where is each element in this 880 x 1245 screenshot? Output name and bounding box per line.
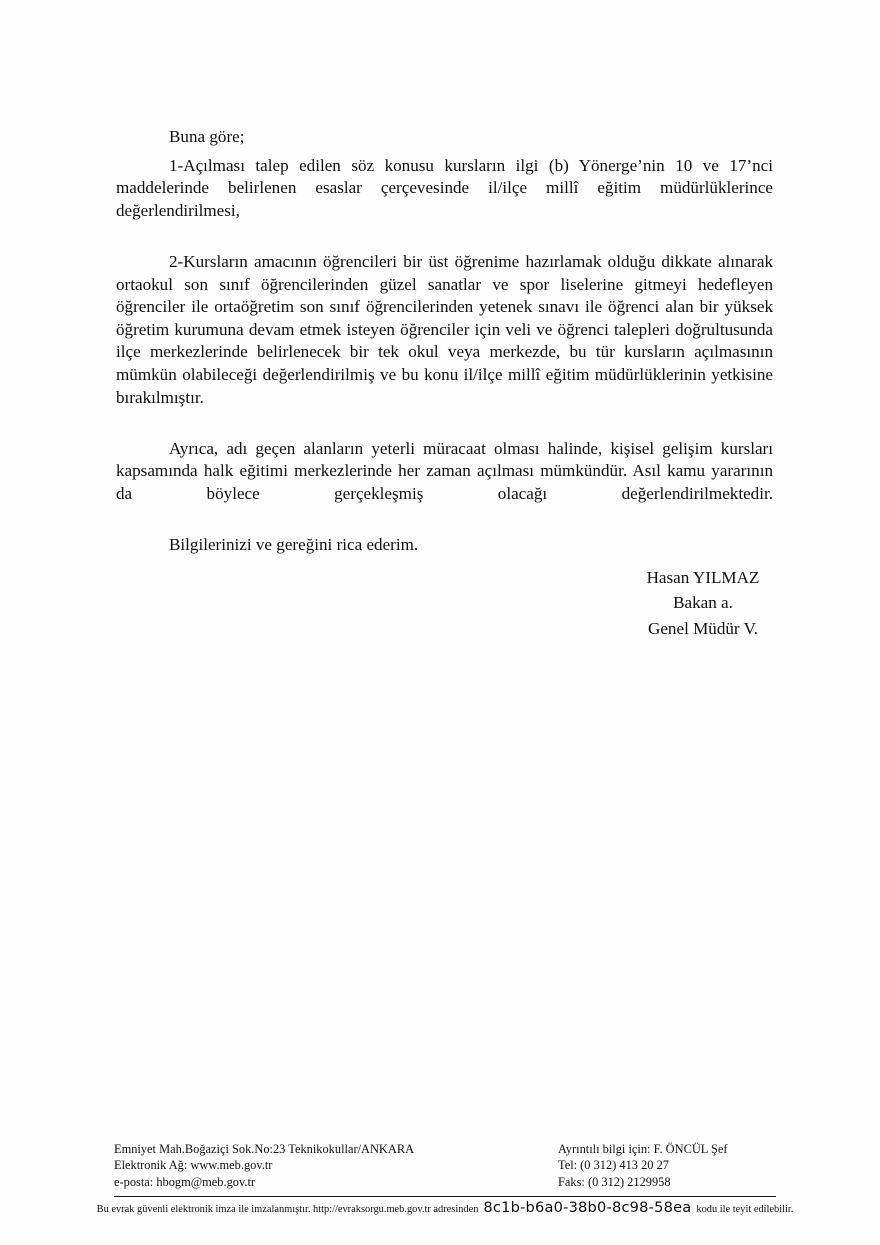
letter-body — [116, 126, 773, 557]
paragraph-closing: Bilgilerinizi ve gereğini rica ederim. — [169, 535, 419, 555]
footer-divider — [114, 1196, 776, 1197]
paragraph-item-2: 2-Kursların amacının öğrencileri bir üst öğrenime hazırlamak olduğu dikkate alınarak ortaokul son sınıf öğrencilerinden güzel sanatlar ve spor liselerine gitmeyi hedefleyen öğrenciler ile ortaöğretim son sınıf öğrencilerinden yetenek sınavı ile öğrenci alan bir yüksek öğretim kurumuna devam etmek isteyen öğrenciler için veli ve öğrenci talepleri doğrultusunda ilçe merkezlerinde belirlenecek bir tek okul veya merkezde, bu tür kursların açılmasının mümkün olabileceği değerlendirilmiş ve bu konu il/ilçe millî eğitim müdürlüklerinin yetkisine bırakılmıştır. — [116, 251, 773, 407]
footer-phone: Tel: (0 312) 413 20 27 — [558, 1158, 669, 1173]
verification-prefix: Bu evrak güvenli elektronik imza ile imzalanmıştır. http://evraksorgu.meb.gov.tr adresinden — [96, 1204, 479, 1215]
footer-email: e-posta: hbogm@meb.gov.tr — [114, 1174, 256, 1189]
footer-address: Emniyet Mah.Boğaziçi Sok.No:23 Teknikokullar/ANKARA — [114, 1142, 415, 1156]
footer-right-column — [558, 1141, 776, 1190]
verification-bar — [96, 1199, 794, 1217]
verification-code: 8c1b-b6a0-38b0-8c98-58ea — [483, 1199, 692, 1216]
footer — [114, 1141, 776, 1190]
paragraph-intro: Buna göre; — [169, 127, 245, 146]
signature-title: Genel Müdür V. — [648, 618, 758, 638]
footer-contact-person: Ayrıntılı bilgi için: F. ÖNCÜL Şef — [558, 1142, 728, 1156]
verification-suffix: kodu ile teyit edilebilir. — [696, 1204, 794, 1215]
signature-block — [612, 565, 794, 641]
footer-fax: Faks: (0 312) 2129958 — [558, 1174, 671, 1189]
paragraph-note: Ayrıca, adı geçen alanların yeterli müracaat olması halinde, kişisel gelişim kursları kapsamında halk eğitimi merkezlerinde her zaman açılması mümkündür. Asıl kamu yararının da böylece gerçekleşmiş olacağı değerlendirilmektedir. — [116, 438, 773, 503]
footer-left-column — [114, 1141, 558, 1190]
signature-name: Hasan YILMAZ — [646, 568, 760, 587]
paragraph-item-1: 1-Açılması talep edilen söz konusu kursların ilgi (b) Yönerge’nin 10 ve 17’nci maddelerinde belirlenen esaslar çerçevesinde il/ilçe millî eğitim müdürlüklerince değerlendirilmesi, — [116, 155, 773, 220]
footer-website: Elektronik Ağ: www.meb.gov.tr — [114, 1158, 273, 1173]
signature-on-behalf: Bakan a. — [673, 593, 733, 613]
